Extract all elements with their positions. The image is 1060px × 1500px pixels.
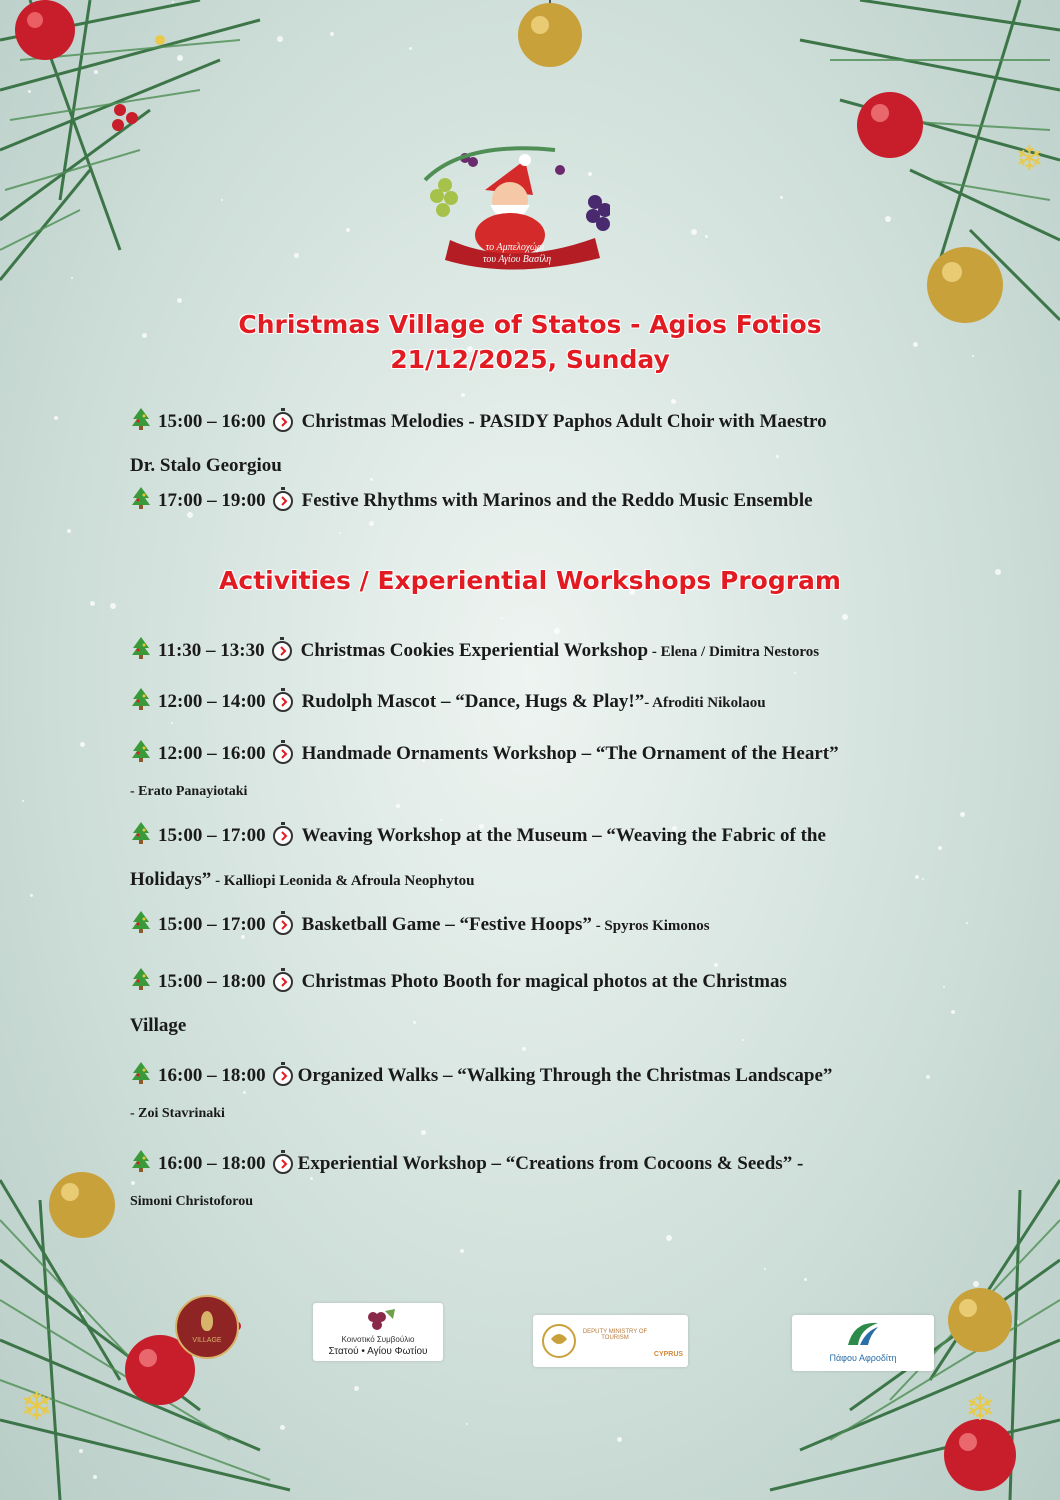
item-time: 16:00 – 18:00	[158, 1153, 266, 1174]
community-council-villages: Στατού • Αγίου Φωτίου	[328, 1346, 428, 1357]
item-title-continued: Dr. Stalo Georgiou	[130, 455, 282, 476]
red-ornament-icon	[857, 92, 923, 158]
snowflake-dot	[460, 1249, 464, 1253]
svg-text:το Αμπελοχώρι: το Αμπελοχώρι	[485, 242, 545, 253]
item-time: 12:00 – 14:00	[158, 691, 266, 712]
item-title: Organized Walks – “Walking Through the Christmas Landscape”	[297, 1065, 833, 1086]
item-time: 15:00 – 17:00	[158, 825, 266, 846]
snowflake-dot	[346, 228, 350, 232]
top-center-ornament	[500, 0, 600, 80]
snowflake-dot	[966, 922, 968, 924]
snowflake-dot	[522, 1047, 526, 1051]
item-host: - Elena / Dimitra Nestoros	[648, 644, 820, 660]
snowflake-dot	[943, 986, 945, 988]
snowflake-dot	[466, 1423, 468, 1425]
snowflake-dot	[67, 529, 71, 533]
item-host: Simoni Christoforou	[130, 1194, 254, 1209]
christmas-tree-icon	[130, 685, 152, 726]
svg-text:❄: ❄	[965, 1388, 996, 1429]
page-title: Christmas Village of Statos - Agios Fotios	[238, 310, 822, 339]
snowflake-dot	[666, 1235, 672, 1241]
item-title: Weaving Workshop at the Museum – “Weaving the Fabric of the	[301, 825, 826, 846]
snowflake-dot	[339, 532, 341, 534]
item-title-continued: Village	[130, 1015, 187, 1036]
item-time: 17:00 – 19:00	[158, 490, 266, 511]
paphos-aphrodite-logo	[792, 1315, 934, 1371]
badge-text: VILLAGE	[192, 1337, 222, 1344]
item-time: 15:00 – 17:00	[158, 914, 266, 935]
item-host: - Spyros Kimonos	[591, 918, 710, 934]
item-title: Basketball Game – “Festive Hoops”	[301, 914, 592, 935]
item-host: - Zoi Stavrinaki	[130, 1106, 225, 1121]
svg-text:του Αγίου Βασίλη: του Αγίου Βασίλη	[482, 254, 552, 265]
top-left-garland	[0, 0, 330, 330]
cyprus-label: CYPRUS	[653, 1351, 684, 1358]
list-item	[130, 630, 930, 676]
snowflake-dot	[30, 894, 33, 897]
item-host: - Erato Panayiotaki	[130, 784, 248, 799]
snowflake-dot	[54, 416, 58, 420]
snowflake-dot	[421, 1130, 426, 1135]
stopwatch-icon	[271, 635, 293, 676]
svg-text:❄: ❄	[20, 1384, 54, 1430]
snowflake-dot	[330, 32, 334, 36]
red-ornament-icon	[944, 1419, 1016, 1491]
christmas-tree-icon	[130, 737, 152, 778]
pinecone-icon	[201, 1311, 213, 1331]
item-time: 11:30 – 13:30	[158, 640, 265, 661]
christmas-tree-icon	[130, 965, 152, 1006]
item-title: Christmas Melodies - PASIDY Paphos Adult Choir with Maestro	[301, 411, 827, 432]
stopwatch-icon	[272, 686, 294, 727]
christmas-tree-icon	[130, 1147, 152, 1188]
item-title-continued: Holidays”	[130, 869, 212, 890]
snowflake-dot	[691, 229, 697, 235]
item-host: - Kalliopi Leonida & Afroula Neophytou	[211, 873, 475, 889]
item-title: Handmade Ornaments Workshop – “The Ornament of the Heart”	[301, 743, 839, 764]
item-title: Festive Rhythms with Marinos and the Reddo Music Ensemble	[301, 490, 813, 511]
red-ornament-icon	[15, 0, 75, 60]
stopwatch-icon	[272, 909, 294, 950]
item-time: 12:00 – 16:00	[158, 743, 266, 764]
snowflake-dot	[501, 617, 503, 619]
deputy-ministry-label: DEPUTY MINISTRY OF TOURISM	[582, 1329, 648, 1341]
item-title: Experiential Workshop – “Creations from Cocoons & Seeds” -	[297, 1153, 804, 1174]
christmas-tree-icon	[130, 484, 152, 525]
list-item	[130, 961, 930, 1046]
gold-ornament-icon	[518, 3, 582, 67]
snowflake-dot	[409, 47, 412, 50]
snowflake-dot	[705, 235, 708, 238]
christmas-village-badge	[175, 1295, 239, 1359]
activities-heading: Activities / Experiential Workshops Program	[219, 566, 841, 595]
list-item	[130, 904, 930, 950]
svg-text:❄: ❄	[1015, 139, 1044, 179]
gold-ornament-icon	[49, 1172, 115, 1238]
christmas-village-logo	[415, 140, 610, 270]
item-title: Christmas Photo Booth for magical photos at the Christmas	[301, 971, 787, 992]
stopwatch-icon	[272, 406, 294, 447]
snowflake-dot	[110, 603, 116, 609]
item-host: - Afroditi Nikolaou	[644, 695, 766, 711]
christmas-tree-icon	[130, 405, 152, 446]
stopwatch-icon	[272, 738, 294, 779]
stopwatch-icon	[272, 1060, 294, 1101]
item-time: 15:00 – 16:00	[158, 411, 266, 432]
community-council-logo	[313, 1303, 443, 1361]
stopwatch-icon	[272, 485, 294, 526]
snowflake-dot	[90, 601, 95, 606]
christmas-tree-icon	[130, 819, 152, 860]
snowflake-dot	[951, 1010, 955, 1014]
snowflake-dot	[617, 1437, 622, 1442]
cyprus-emblem-icon	[541, 1323, 577, 1359]
stopwatch-icon	[272, 1148, 294, 1189]
snowflake-dot	[80, 742, 85, 747]
list-item	[130, 401, 930, 486]
stopwatch-icon	[272, 966, 294, 1007]
stopwatch-icon	[272, 820, 294, 861]
event-date: 21/12/2025, Sunday	[390, 345, 670, 374]
snowflake-dot	[842, 614, 848, 620]
list-item	[130, 480, 930, 526]
list-item	[130, 1055, 930, 1129]
snowflake-dot	[938, 846, 942, 850]
grape-leaf-icon	[363, 1307, 397, 1333]
list-item	[130, 681, 930, 727]
community-council-label: Κοινοτικό Συμβούλιο	[341, 1335, 415, 1344]
christmas-tree-icon	[130, 1059, 152, 1100]
list-item	[130, 815, 930, 902]
aphrodite-label: Πάφου Αφροδίτη	[829, 1353, 897, 1363]
item-time: 15:00 – 18:00	[158, 971, 266, 992]
snowflake-dot	[960, 812, 965, 817]
christmas-tree-icon	[130, 908, 152, 949]
item-title: Rudolph Mascot – “Dance, Hugs & Play!”	[301, 691, 645, 712]
snowflake-dot	[461, 393, 465, 397]
list-item	[130, 733, 930, 807]
snowflake-dot	[22, 800, 24, 802]
deputy-ministry-logo	[533, 1315, 688, 1367]
item-time: 16:00 – 18:00	[158, 1065, 266, 1086]
list-item	[130, 1143, 930, 1217]
gold-ornament-icon	[948, 1288, 1012, 1352]
christmas-tree-icon	[130, 634, 152, 675]
snowflake-dot	[354, 1386, 359, 1391]
item-title: Christmas Cookies Experiential Workshop	[300, 640, 649, 661]
aphrodite-emblem-icon	[844, 1319, 882, 1347]
